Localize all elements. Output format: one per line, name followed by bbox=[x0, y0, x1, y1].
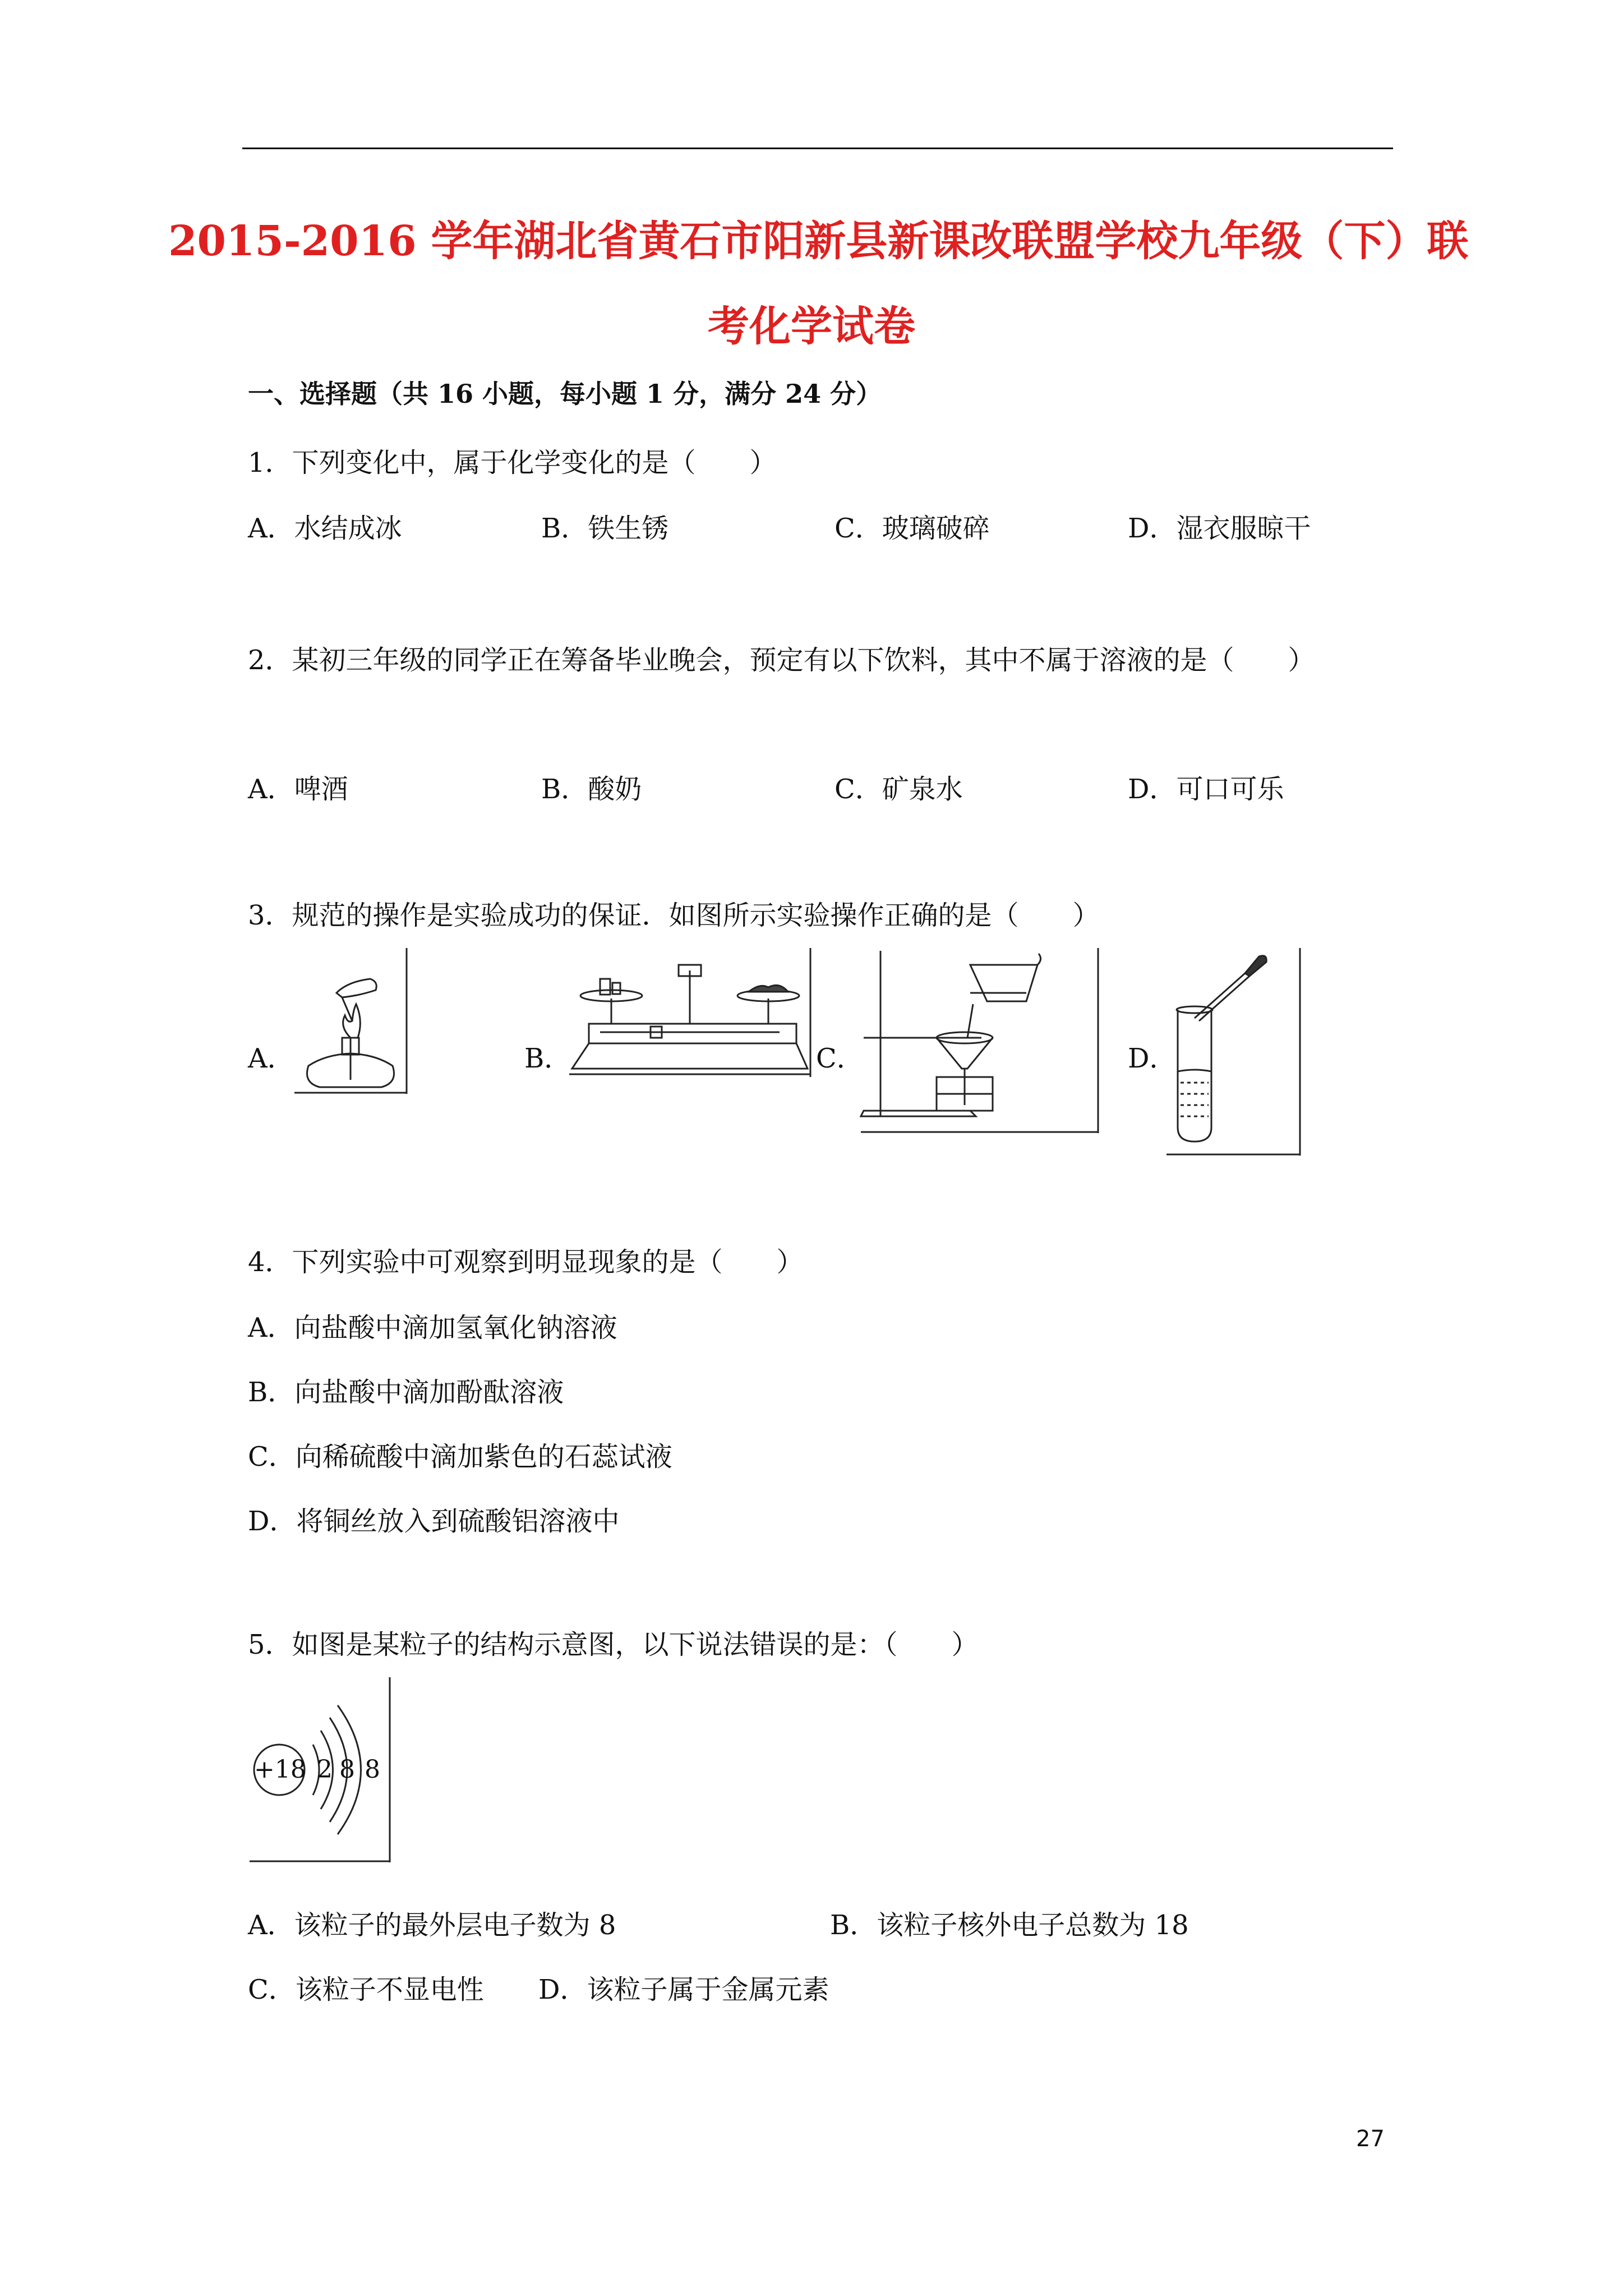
question-1-stem: 1．下列变化中，属于化学变化的是（ ） bbox=[248, 447, 777, 478]
question-3-option-d: D． bbox=[1128, 1043, 1177, 1074]
question-1-option-b: B．铁生锈 bbox=[541, 513, 669, 544]
question-4-stem: 4．下列实验中可观察到明显现象的是（ ） bbox=[248, 1246, 804, 1278]
question-3-stem: 3．规范的操作是实验成功的保证．如图所示实验操作正确的是（ ） bbox=[248, 900, 1100, 931]
question-3-option-c: C． bbox=[816, 1043, 864, 1074]
question-1-option-c: C．玻璃破碎 bbox=[834, 513, 990, 544]
question-1-option-a: A．水结成冰 bbox=[248, 513, 402, 544]
question-3-option-b: B． bbox=[524, 1043, 571, 1074]
question-4-option-d: D．将铜丝放入到硫酸铝溶液中 bbox=[248, 1506, 620, 1537]
question-5-option-d: D．该粒子属于金属元素 bbox=[538, 1974, 829, 2005]
nucleus-charge: +18 bbox=[254, 1755, 306, 1784]
exam-title-line-1: 2015-2016 学年湖北省黄石市阳新县新课改联盟学校九年级（下）联 bbox=[168, 217, 1469, 265]
question-1-option-d: D．湿衣服晾干 bbox=[1128, 513, 1311, 544]
header-rule bbox=[242, 148, 1393, 149]
figure-filtration bbox=[858, 948, 1099, 1133]
question-3-option-a: A． bbox=[248, 1043, 294, 1074]
question-5-option-a: A．该粒子的最外层电子数为 8 bbox=[248, 1910, 616, 1941]
question-5-option-c: C．该粒子不显电性 bbox=[248, 1974, 484, 2005]
question-4-option-c: C．向稀硫酸中滴加紫色的石蕊试液 bbox=[248, 1441, 672, 1473]
question-2-option-a: A．啤酒 bbox=[248, 774, 348, 805]
exam-title-line-2: 考化学试卷 bbox=[708, 302, 915, 351]
atomic-structure-diagram bbox=[247, 1677, 393, 1862]
question-4-option-a: A．向盐酸中滴加氢氧化钠溶液 bbox=[248, 1312, 617, 1343]
question-5-option-b: B．该粒子核外电子总数为 18 bbox=[830, 1910, 1189, 1941]
shell-3-electrons: 8 bbox=[365, 1755, 380, 1784]
question-2-stem: 2．某初三年级的同学正在筹备毕业晚会，预定有以下饮料，其中不属于溶液的是（ ） bbox=[248, 645, 1315, 676]
question-2-option-c: C．矿泉水 bbox=[834, 774, 963, 805]
shell-1-electrons: 2 bbox=[317, 1755, 333, 1784]
shell-2-electrons: 8 bbox=[339, 1755, 355, 1784]
figure-dropper-test-tube bbox=[1161, 948, 1301, 1156]
figure-balance bbox=[566, 948, 813, 1077]
page-number: 27 bbox=[1356, 2126, 1385, 2152]
question-2-option-b: B．酸奶 bbox=[541, 774, 642, 805]
figure-alcohol-lamp bbox=[286, 948, 409, 1094]
question-2-option-d: D．可口可乐 bbox=[1128, 774, 1284, 805]
question-4-option-b: B．向盐酸中滴加酚酞溶液 bbox=[248, 1377, 564, 1408]
question-5-stem: 5．如图是某粒子的结构示意图，以下说法错误的是：（ ） bbox=[248, 1629, 979, 1660]
section-heading: 一、选择题（共 16 小题，每小题 1 分，满分 24 分） bbox=[248, 379, 882, 409]
